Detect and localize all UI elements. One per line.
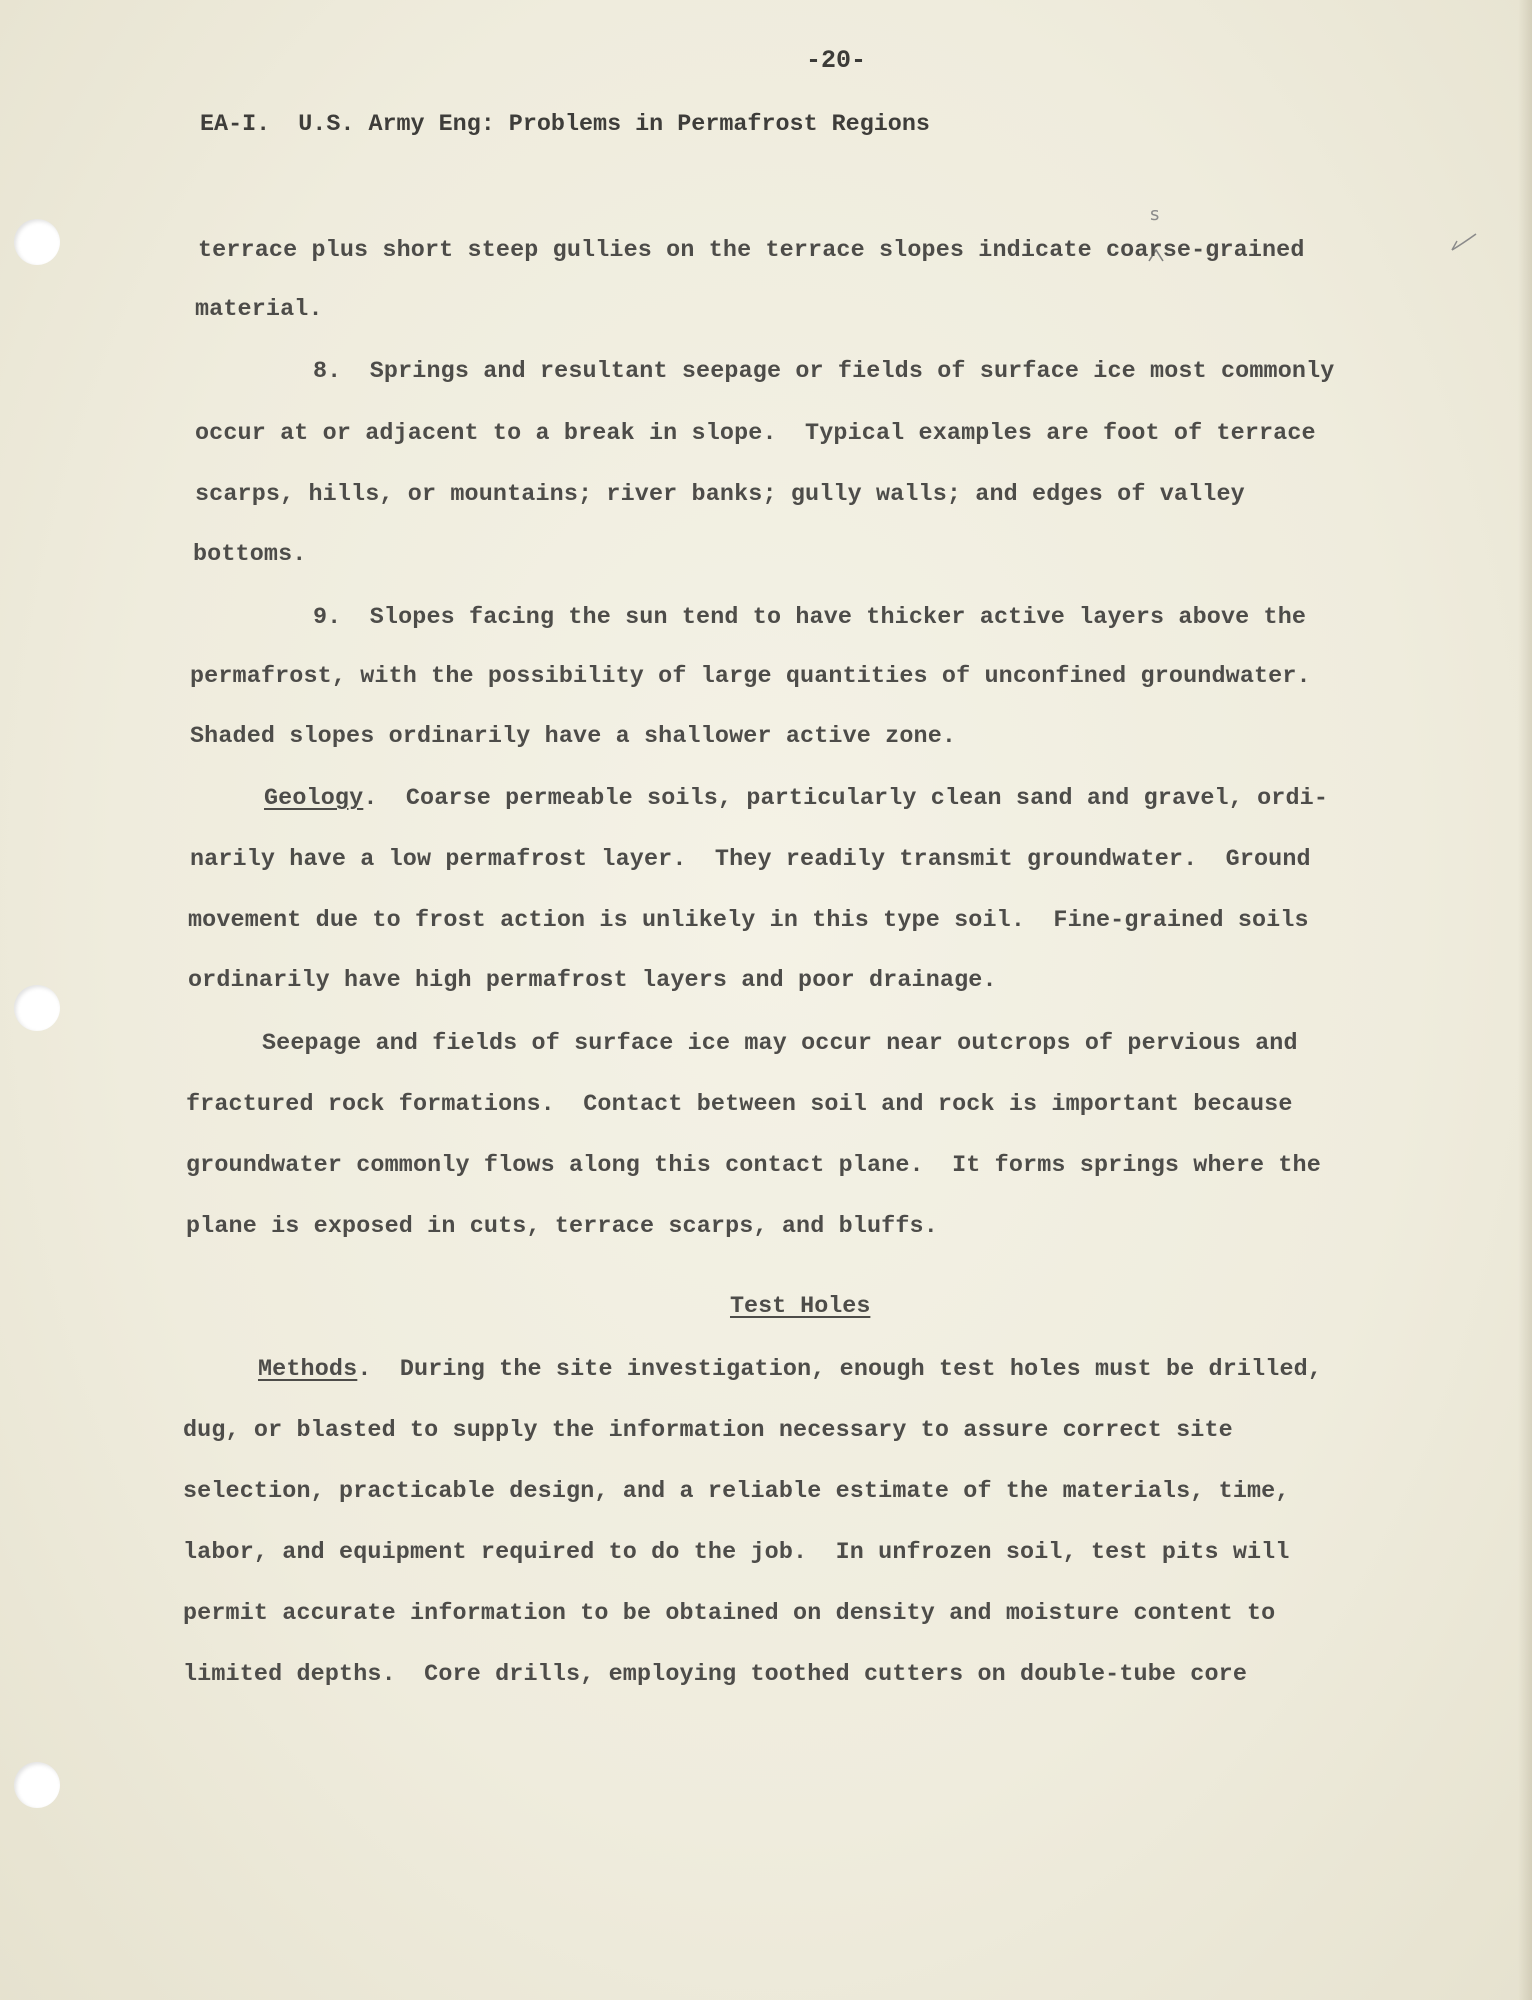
body-line: material. — [195, 297, 323, 323]
body-line: terrace plus short steep gullies on the terrace slopes indicate coarse-grained — [198, 238, 1305, 264]
methods-first-line-text: . During the site investigation, enough test holes must be drilled, — [357, 1357, 1323, 1383]
methods-first-line — [258, 1355, 1322, 1385]
body-line: occur at or adjacent to a break in slope. Typical examples are foot of terrace — [195, 421, 1316, 447]
punch-hole-middle — [14, 985, 60, 1031]
handwritten-insertion-letter: s — [1150, 204, 1160, 225]
geology-first-line — [264, 784, 1328, 814]
body-line: labor, and equipment required to do the job. In unfrozen soil, test pits will — [183, 1540, 1290, 1566]
body-line: groundwater commonly flows along this contact plane. It forms springs where the — [186, 1153, 1321, 1179]
punch-hole-top — [14, 219, 60, 265]
body-line: narily have a low permafrost layer. They readily transmit groundwater. Ground — [190, 847, 1311, 873]
body-line: permafrost, with the possibility of large quantities of unconfined groundwater. — [190, 664, 1311, 690]
geology-first-line-text: . Coarse permeable soils, particularly clean sand and gravel, ordi- — [363, 786, 1329, 812]
body-line: permit accurate information to be obtained on density and moisture content to — [183, 1601, 1276, 1627]
methods-heading: Methods — [258, 1357, 358, 1383]
body-line: scarps, hills, or mountains; river banks; gully walls; and edges of valley — [195, 482, 1245, 508]
body-line: fractured rock formations. Contact between soil and rock is important because — [186, 1092, 1293, 1118]
body-line: limited depths. Core drills, employing toothed cutters on double-tube core — [183, 1662, 1247, 1688]
section-heading: Test Holes — [730, 1294, 871, 1320]
body-line: ordinarily have high permafrost layers and poor drainage. — [188, 968, 997, 994]
handwritten-check-mark — [1450, 232, 1478, 252]
body-line: 8. Springs and resultant seepage or fields of surface ice most commonly — [313, 359, 1335, 385]
body-line: movement due to frost action is unlikely in this type soil. Fine-grained soils — [188, 908, 1309, 934]
body-line: bottoms. — [193, 542, 307, 568]
punch-hole-bottom — [14, 1762, 60, 1808]
body-line: Shaded slopes ordinarily have a shallower active zone. — [190, 724, 957, 750]
running-header: EA-I. U.S. Army Eng: Problems in Permafrost Regions — [200, 112, 930, 138]
body-line: selection, practicable design, and a reliable estimate of the materials, time, — [183, 1479, 1290, 1505]
body-line: plane is exposed in cuts, terrace scarps, and bluffs. — [186, 1214, 938, 1240]
page-number: -20- — [806, 46, 867, 75]
paper-edge-shadow — [1518, 0, 1532, 2000]
body-line: Seepage and fields of surface ice may occur near outcrops of pervious and — [262, 1031, 1298, 1057]
body-line: dug, or blasted to supply the information necessary to assure correct site — [183, 1418, 1233, 1444]
body-line: 9. Slopes facing the sun tend to have thicker active layers above the — [313, 605, 1307, 631]
geology-heading: Geology — [264, 786, 364, 812]
